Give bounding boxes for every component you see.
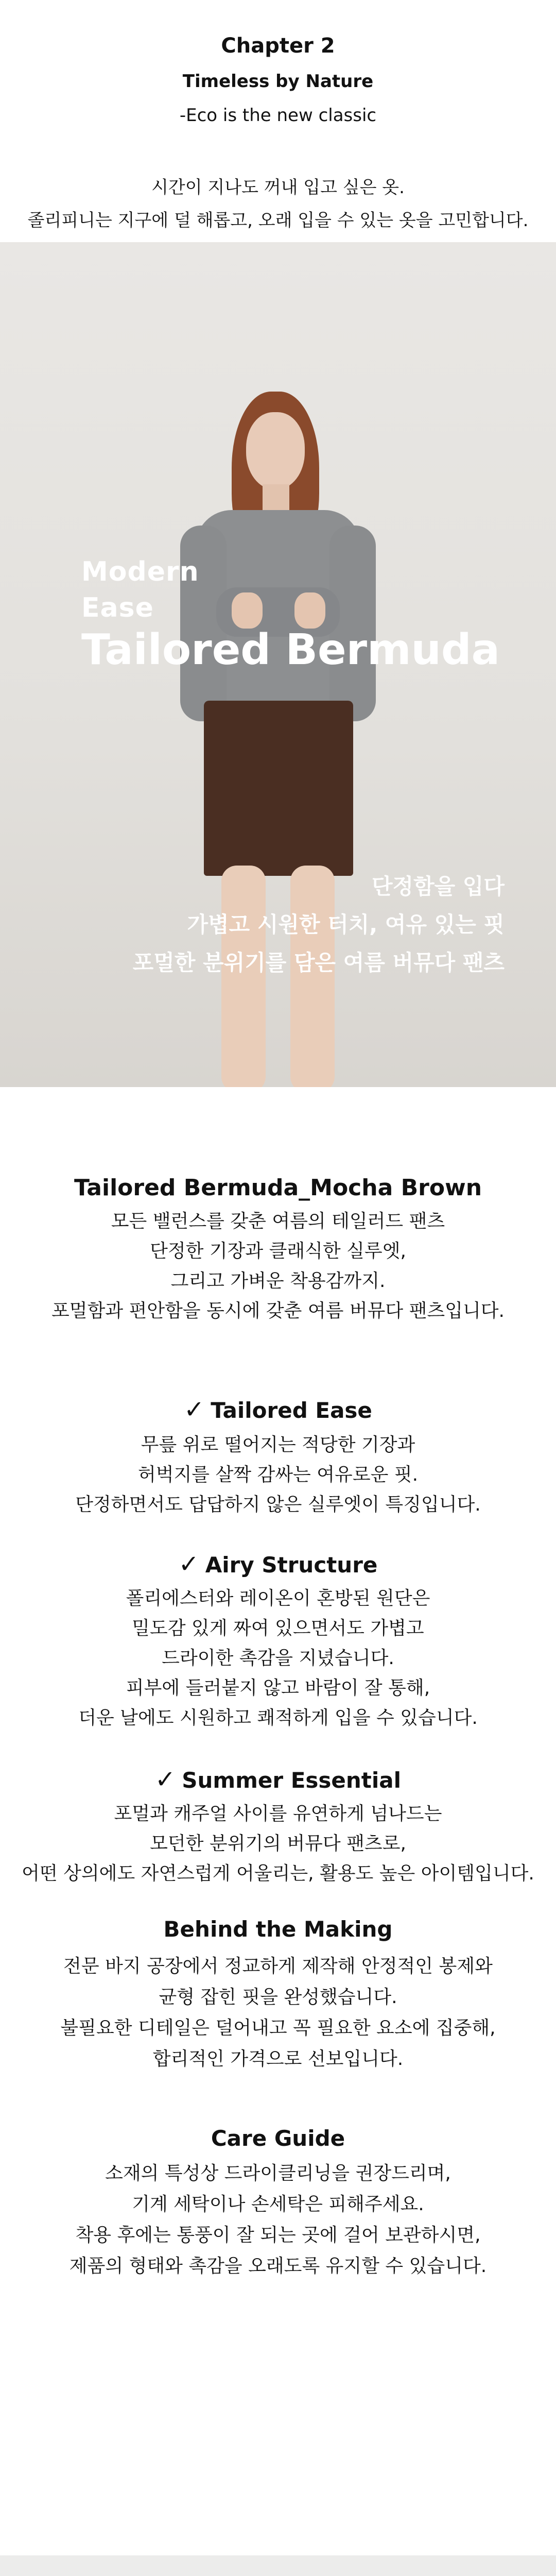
making-line: 불필요한 디테일은 덜어내고 꼭 필요한 요소에 집중해, — [60, 2018, 496, 2039]
feature-line: 드라이한 촉감을 지녔습니다. — [162, 1648, 394, 1669]
making-line: 전문 바지 공장에서 정교하게 제작해 안정적인 봉제와 — [63, 1956, 493, 1977]
hero-image — [0, 242, 556, 1087]
care-line: 착용 후에는 통풍이 잘 되는 곳에 걸어 보관하시면, — [75, 2225, 481, 2246]
intro-body-line: 시간이 지나도 꺼내 입고 싶은 옷. — [151, 177, 405, 198]
care-title: Care Guide — [211, 2126, 345, 2151]
feature-line: 허벅지를 살짝 감싸는 여유로운 핏. — [137, 1464, 419, 1485]
product-name: Tailored Bermuda_Mocha Brown — [74, 1175, 482, 1201]
making-and-care — [0, 1917, 556, 2555]
making-line: 균형 잡힌 핏을 완성했습니다. — [159, 1987, 397, 2008]
feature-heading — [0, 1765, 556, 1794]
hero-copy-line: 가볍고 시원한 터치, 여유 있는 핏 — [187, 912, 505, 937]
product-intro-line: 그리고 가벼운 착용감까지. — [170, 1270, 386, 1292]
feature-line: 피부에 들러붙지 않고 바람이 잘 통해, — [126, 1677, 430, 1699]
feature-line: 폴리에스터와 레이온이 혼방된 원단은 — [126, 1588, 430, 1609]
making-line: 합리적인 가격으로 선보입니다. — [152, 2048, 404, 2070]
check-icon: ✓ — [184, 1395, 205, 1424]
hero-title: Tailored Bermuda — [81, 625, 500, 674]
product-intro-line: 단정한 기장과 클래식한 실루엣, — [150, 1241, 406, 1262]
making-title: Behind the Making — [163, 1917, 393, 1942]
intro-body-line: 졸리피니는 지구에 덜 해롭고, 오래 입을 수 있는 옷을 고민합니다. — [27, 210, 529, 231]
feature-title: Airy Structure — [205, 1552, 378, 1578]
feature-line: 밀도감 있게 짜여 있으면서도 가볍고 — [132, 1618, 424, 1639]
hero-eyebrow: Modern — [81, 556, 199, 587]
feature-title: Summer Essential — [182, 1768, 401, 1793]
feature-line: 더운 날에도 시원하고 쾌적하게 입을 수 있습니다. — [78, 1707, 478, 1728]
check-icon: ✓ — [154, 1765, 176, 1794]
product-description — [0, 1087, 556, 1917]
feature-heading — [0, 1550, 556, 1579]
feature-line: 모던한 분위기의 버뮤다 팬츠로, — [150, 1833, 406, 1854]
feature-line: 무릎 위로 떨어지는 적당한 기장과 — [141, 1434, 415, 1455]
intro-section — [0, 0, 556, 231]
hero-copy-line: 포멀한 분위기를 담은 여름 버뮤다 팬츠 — [132, 950, 505, 975]
product-photo-front — [0, 2555, 556, 2576]
feature-line: 어떤 상의에도 자연스럽게 어울리는, 활용도 높은 아이템입니다. — [22, 1863, 534, 1884]
chapter-subtitle: Timeless by Nature — [182, 71, 374, 92]
feature-line: 포멀과 캐주얼 사이를 유연하게 넘나드는 — [114, 1803, 442, 1824]
product-intro-line: 모든 밸런스를 갖춘 여름의 테일러드 팬츠 — [111, 1211, 445, 1232]
product-intro-line: 포멀함과 편안함을 동시에 갖춘 여름 버뮤다 팬츠입니다. — [51, 1300, 505, 1321]
model-figure — [160, 371, 396, 1087]
hero-copy-line: 단정함을 입다 — [371, 874, 505, 899]
feature-heading — [0, 1395, 556, 1424]
care-line: 소재의 특성상 드라이클리닝을 권장드리며, — [105, 2163, 451, 2184]
feature-line: 단정하면서도 답답하지 않은 실루엣이 특징입니다. — [75, 1494, 481, 1515]
feature-title: Tailored Ease — [211, 1398, 372, 1423]
check-icon: ✓ — [178, 1550, 199, 1579]
product-description-continued — [0, 1875, 556, 1917]
care-line: 기계 세탁이나 손세탁은 피해주세요. — [132, 2194, 424, 2215]
chapter-tagline: -Eco is the new classic — [179, 105, 377, 126]
hero-eyebrow: Ease — [81, 592, 154, 623]
care-line: 제품의 형태와 촉감을 오래도록 유지할 수 있습니다. — [69, 2256, 487, 2277]
chapter-label: Chapter 2 — [221, 34, 335, 58]
